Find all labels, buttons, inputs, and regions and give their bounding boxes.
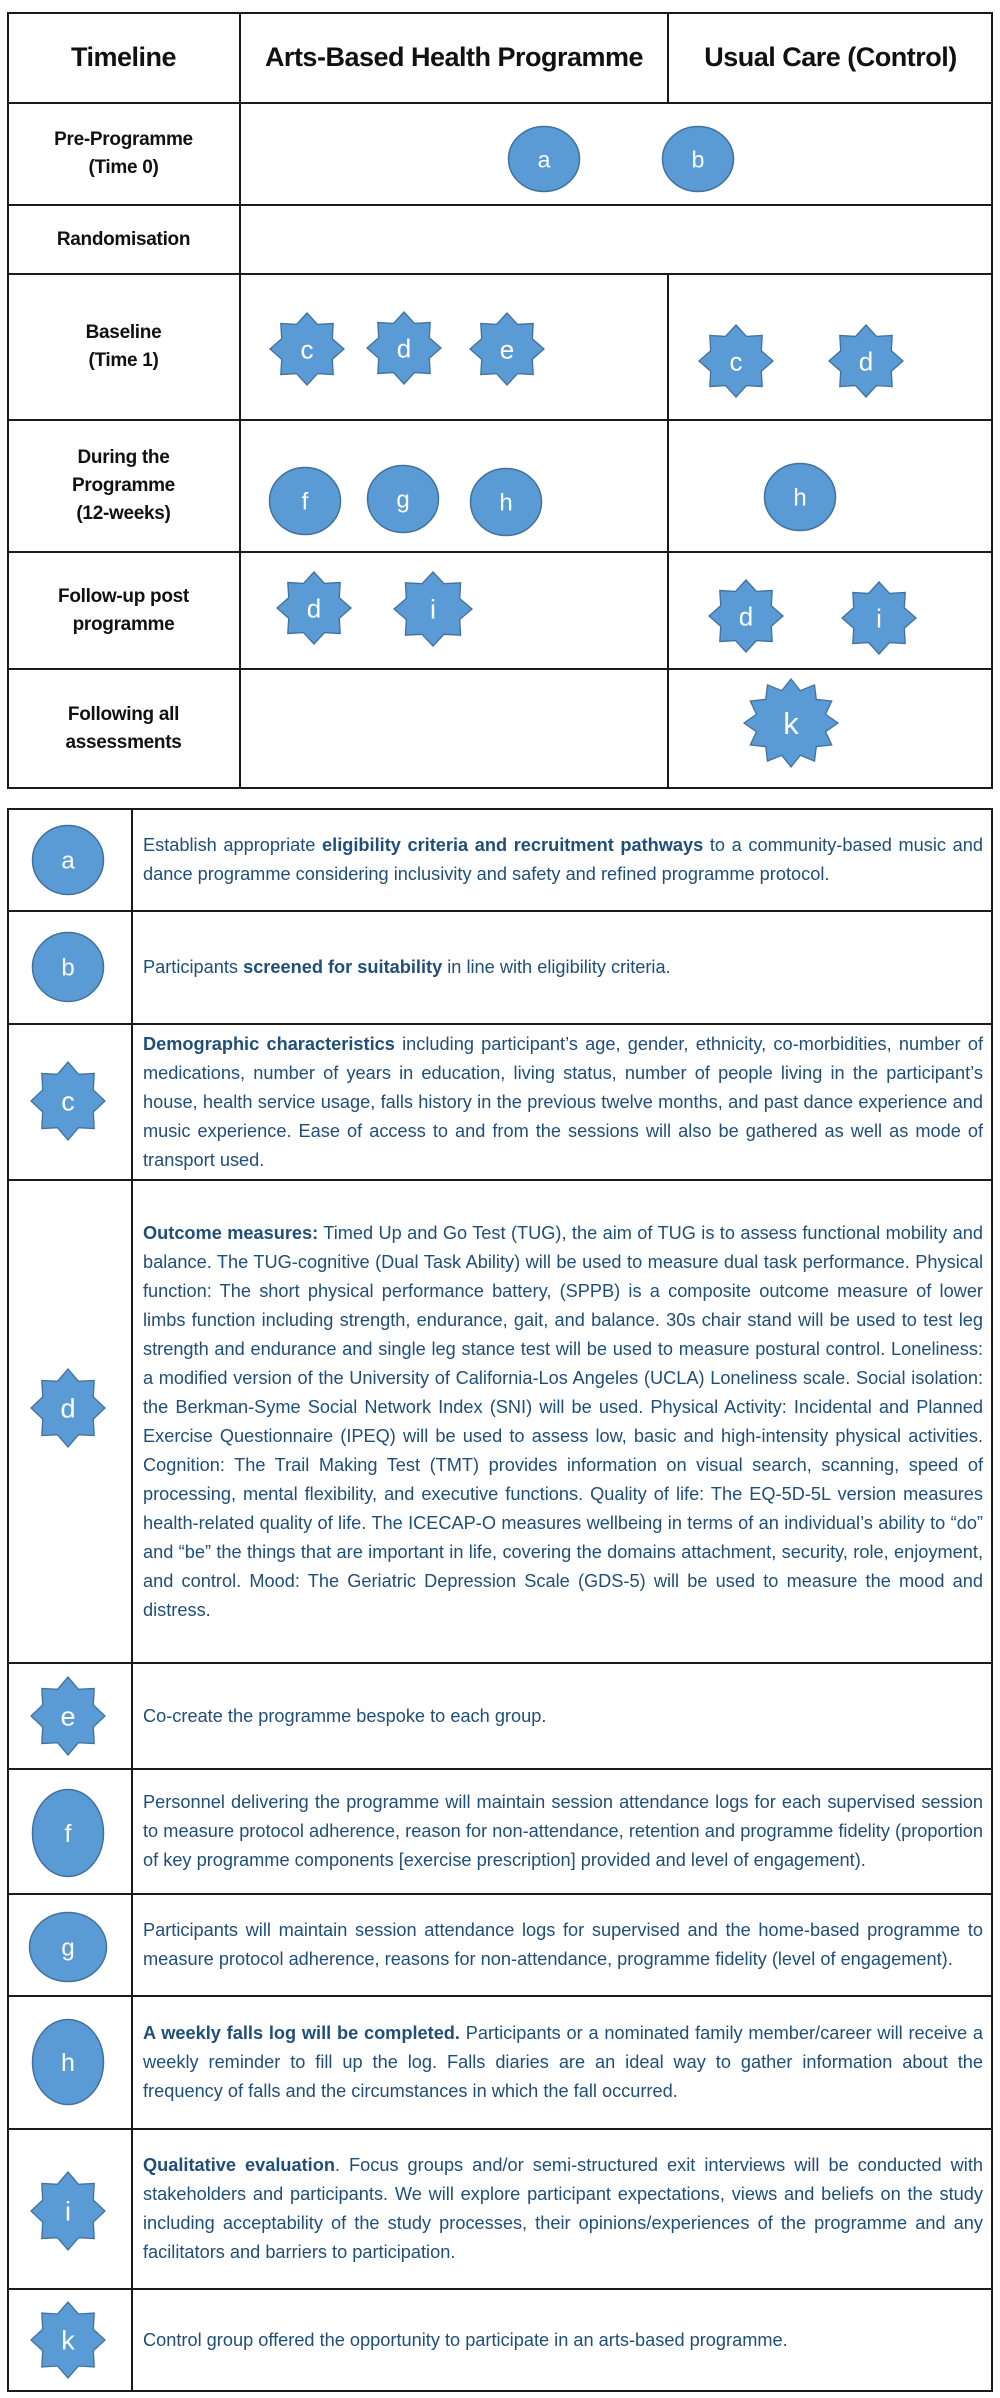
legend-description-h bbox=[143, 1997, 983, 2128]
svg-text:i: i bbox=[430, 594, 436, 625]
row-label-randomisation bbox=[7, 206, 240, 273]
legend-icon-f bbox=[31, 1788, 105, 1878]
desc-text: Timed Up and Go Test (TUG), the aim of TUG is to assess functional mobility and balance. The TUG-cognitive (Dual Task Ability) will be used to measure dual task performance. Physical function: The short physical performance battery, (SPPB) is a composite outcome measure of lower limbs function including strength, endurance, gait, and balance. 30s chair stand will be used to test leg strength and endurance and single leg stance test will be used to measure postural control. Loneliness: a modified version of the University of California-Los Angeles (UCLA) Loneliness scale. Social isolation: the Berkman-Syme Social Network Index (SNI) will be used. Physical Activity: Incidental and Planned Exercise Questionnaire (IPEQ) will be used to assess low, basic and high-intensity physical activities. Cognition: The Trail Making Test (TMT) provides information on visual search, scanning, speed of processing, mental flexibility, and executive functions. Quality of life: The EQ-5D-5L version measures health-related quality of life. The ICECAP-O measures wellbeing in terms of an individual’s ability to “do” and “be” the things that are important in life, covering the domains attachment, security, role, enjoyment, and control. Mood: The Geriatric Depression Scale (GDS-5) will be used to measure the mood and distress. bbox=[143, 1222, 983, 1620]
circle-marker-a bbox=[507, 125, 581, 193]
legend-description-b bbox=[143, 912, 983, 1023]
svg-text:h: h bbox=[61, 2049, 75, 2077]
legend-icon-b bbox=[31, 931, 105, 1003]
desc-text: Co-create the programme bespoke to each group. bbox=[143, 1705, 547, 1726]
legend-icon-h bbox=[31, 2018, 105, 2106]
row-label-line: (Time 1) bbox=[88, 350, 159, 371]
desc-text: including participant’s age, gender, ethnicity, co-morbidities, number of medications, number of years in education, living status, number of people living in the participant’s house, health service usage, falls history in the previous twelve months, and past dance experience and music experience. Ease of access to and from the sessions will also be gathered as well as mode of transport used. bbox=[143, 1033, 983, 1170]
desc-text: Participants bbox=[143, 957, 244, 977]
svg-text:d: d bbox=[858, 346, 874, 377]
svg-text:k: k bbox=[783, 706, 799, 742]
desc-bold-text: screened for suitability bbox=[243, 957, 443, 977]
row-label-line: Follow-up post bbox=[58, 585, 189, 607]
star-marker-d bbox=[275, 570, 353, 646]
svg-text:g: g bbox=[396, 486, 410, 514]
row-label-line: Randomisation bbox=[56, 228, 191, 250]
row-label-line: Pre-Programme bbox=[54, 129, 193, 150]
circle-marker-h bbox=[763, 462, 837, 532]
desc-text: . Focus groups and/or semi-structured exit interviews will be conducted with stakeholders and participants. We will explore participant expectations, views and beliefs on the study including acceptability of the study processes, their opinions/experiences of the programme and any facilitators and barriers to participation. bbox=[143, 2155, 983, 2262]
circle-marker-h bbox=[469, 467, 543, 537]
row-label-follow-up bbox=[7, 553, 240, 668]
legend-description-k bbox=[143, 2290, 983, 2390]
desc-text: to a community-based music and dance programme considering inclusivity and safety and refined programme protocol. bbox=[143, 835, 983, 884]
svg-text:a: a bbox=[537, 146, 551, 173]
star-marker-e bbox=[468, 311, 546, 387]
row-label-pre-programme bbox=[7, 104, 240, 204]
legend-icon-c bbox=[29, 1060, 107, 1142]
svg-text:b: b bbox=[61, 954, 75, 982]
row-label-line: programme bbox=[72, 613, 175, 635]
svg-text:h: h bbox=[499, 489, 513, 517]
legend-description-a bbox=[143, 810, 983, 910]
svg-text:a: a bbox=[61, 847, 75, 875]
desc-bold-text: eligibility criteria and recruitment pathways bbox=[322, 835, 704, 855]
desc-text: Participants or a nominated family member/career will receive a weekly reminder to fill up the log. Falls diaries are an ideal way to gather information about the frequency of falls and the circumstances in which the fall occurred. bbox=[143, 2023, 983, 2101]
star-marker-k bbox=[742, 677, 840, 769]
row-label-following-assessments bbox=[7, 670, 240, 787]
desc-bold-text: A weekly falls log will be completed. bbox=[143, 2023, 460, 2043]
circle-marker-g bbox=[366, 464, 440, 534]
svg-text:h: h bbox=[793, 484, 807, 512]
svg-text:i: i bbox=[876, 603, 882, 634]
header-control: Usual Care (Control) bbox=[704, 42, 957, 72]
desc-text: Participants will maintain session attendance logs for supervised and the home-based programme to measure protocol adherence, reasons for non-attendance, programme fidelity (level of engagement). bbox=[143, 1920, 983, 1969]
star-marker-i bbox=[392, 570, 474, 648]
header-intervention: Arts-Based Health Programme bbox=[264, 42, 644, 72]
legend-icon-g bbox=[28, 1911, 108, 1983]
svg-text:c: c bbox=[300, 334, 314, 365]
star-marker-c bbox=[697, 323, 775, 399]
legend-description-c bbox=[143, 1025, 983, 1179]
svg-text:g: g bbox=[61, 1934, 75, 1962]
desc-text: Control group offered the opportunity to participate in an arts-based programme. bbox=[143, 2329, 788, 2350]
legend-description-d bbox=[143, 1181, 983, 1662]
circle-marker-b bbox=[661, 125, 735, 193]
desc-text: in line with eligibility criteria. bbox=[442, 957, 671, 977]
svg-text:d: d bbox=[738, 601, 754, 632]
desc-bold-text: Outcome measures: bbox=[143, 1222, 319, 1243]
row-label-line: Baseline bbox=[85, 322, 162, 343]
svg-text:f: f bbox=[301, 488, 309, 516]
row-label-line: assessments bbox=[65, 731, 182, 753]
svg-text:d: d bbox=[306, 593, 322, 624]
desc-bold-text: Qualitative evaluation bbox=[143, 2155, 335, 2175]
star-marker-d bbox=[365, 310, 443, 386]
legend-description-i bbox=[143, 2130, 983, 2288]
svg-text:c: c bbox=[61, 1086, 75, 1117]
desc-bold-text: Demographic characteristics bbox=[143, 1033, 395, 1054]
star-marker-d bbox=[707, 578, 785, 654]
legend-description-g bbox=[143, 1895, 983, 1995]
svg-text:d: d bbox=[60, 1393, 76, 1424]
legend-description-f bbox=[143, 1770, 983, 1893]
header-timeline: Timeline bbox=[70, 42, 177, 72]
svg-text:d: d bbox=[396, 333, 412, 364]
legend-description-e bbox=[143, 1664, 983, 1768]
star-marker-i bbox=[840, 580, 918, 656]
svg-text:b: b bbox=[691, 146, 705, 173]
row-label-line: Programme bbox=[72, 475, 175, 496]
star-marker-c bbox=[268, 311, 346, 387]
row-label-baseline bbox=[7, 275, 240, 419]
row-label-during-programme bbox=[7, 421, 240, 551]
svg-text:i: i bbox=[65, 2196, 71, 2227]
star-marker-d bbox=[827, 323, 905, 399]
desc-text: Personnel delivering the programme will maintain session attendance logs for each supervised session to measure protocol adherence, reason for non-attendance, retention and programme fidelity (proportion of key programme components [exercise prescription] provided and level of engagement). bbox=[143, 1792, 983, 1870]
row-label-line: Following all bbox=[67, 703, 180, 725]
circle-marker-f bbox=[268, 466, 342, 536]
desc-text: Establish appropriate bbox=[143, 835, 323, 855]
svg-text:e: e bbox=[60, 1701, 76, 1732]
row-label-line: (12-weeks) bbox=[76, 503, 171, 524]
svg-text:e: e bbox=[499, 334, 515, 365]
svg-text:c: c bbox=[729, 346, 743, 377]
legend-icon-d bbox=[29, 1367, 107, 1449]
legend-icon-a bbox=[31, 824, 105, 896]
svg-text:f: f bbox=[64, 1820, 72, 1848]
row-label-line: During the bbox=[77, 447, 170, 468]
legend-icon-k bbox=[29, 2300, 107, 2380]
row-label-line: (Time 0) bbox=[88, 157, 159, 178]
legend-icon-e bbox=[29, 1675, 107, 1757]
legend-icon-i bbox=[29, 2170, 107, 2252]
svg-text:k: k bbox=[61, 2325, 75, 2356]
